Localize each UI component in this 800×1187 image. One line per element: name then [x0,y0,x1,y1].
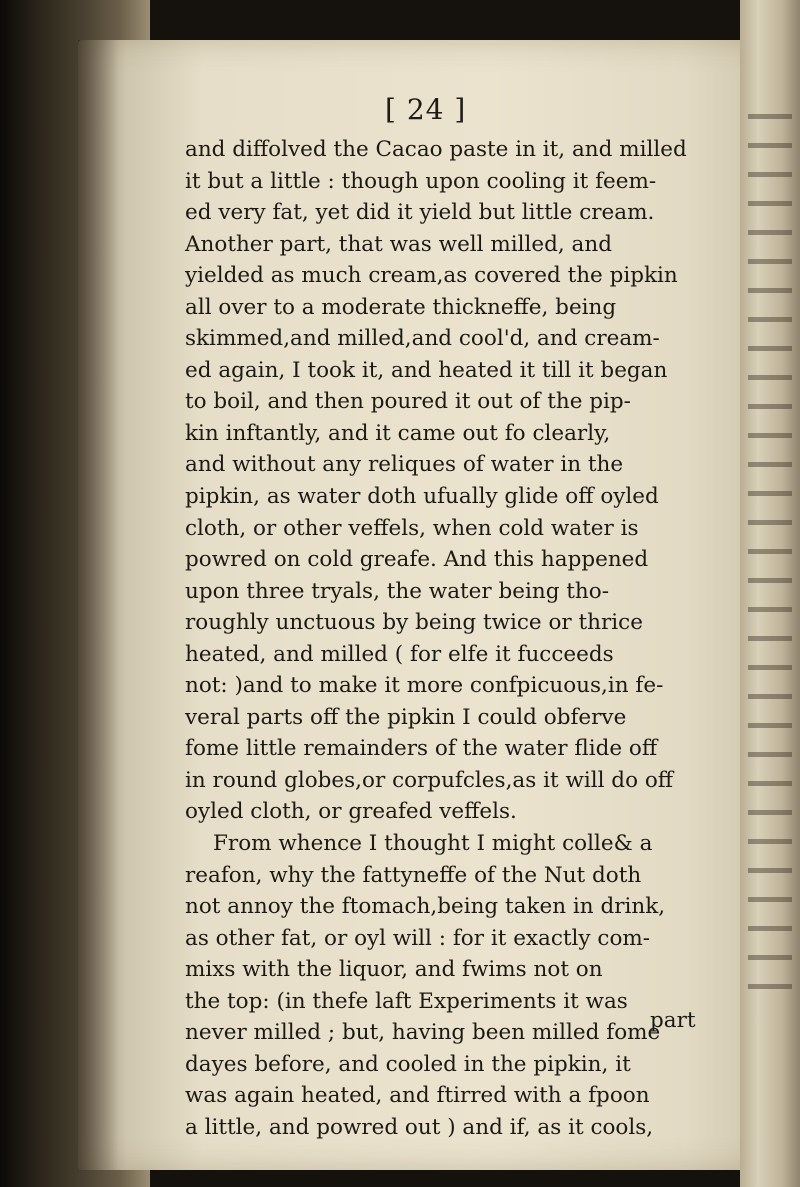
text-line: skimmed,and milled,and cool'd, and cream- [185,326,660,352]
text-line: heated, and milled ( for elfe it fucceeds [185,641,614,667]
text-line: it but a little : though upon cooling it feem- [185,168,657,194]
text-line: upon three tryals, the water being tho- [185,578,609,604]
text-line: veral parts off the pipkin I could obferve [185,704,627,730]
catchword: part [650,1008,696,1033]
text-line: all over to a moderate thickneffe, being [185,294,617,320]
text-line: and without any reliques of water in the [185,452,624,478]
text-line: roughly unctuous by being twice or thrice [185,610,643,636]
text-line: to boil, and then poured it out of the pip- [185,389,631,415]
text-line: was again heated, and ftirred with a fpoon [185,1083,650,1109]
text-line: yielded as much cream,as covered the pipkin [185,263,678,289]
text-line: never milled ; but, having been milled fome [185,1020,661,1046]
text-line: reafon, why the fattyneffe of the Nut doth [185,862,642,888]
text-line: not: )and to make it more confpicuous,in fe- [185,673,664,699]
text-line: From whence I thought I might colle& a [213,831,653,857]
facing-page-edge [740,0,800,1187]
body-text [185,134,730,1144]
text-line: not annoy the ftomach,being taken in drink, [185,894,666,920]
page-gutter-shadow [78,40,118,1170]
text-line: dayes before, and cooled in the pipkin, it [185,1051,631,1077]
text-line: a little, and powred out ) and if, as it cools, [185,1114,654,1140]
text-line: the top: (in thefe laft Experiments it was [185,988,628,1014]
text-line: pipkin, as water doth ufually glide off oyled [185,484,659,510]
text-line: and diffolved the Cacao paste in it, and milled [185,137,687,162]
text-line: in round globes,or corpufcles,as it will do off [185,767,674,793]
text-line: oyled cloth, or greafed veffels. [185,799,517,825]
text-line: kin inftantly, and it came out fo clearly, [185,420,611,446]
text-line: Another part, that was well milled, and [185,231,612,257]
text-line: mixs with the liquor, and fwims not on [185,957,603,983]
text-line: powred on cold greafe. And this happened [185,547,649,573]
facing-page-text-lines [748,90,792,990]
text-line: cloth, or other veffels, when cold water is [185,515,639,541]
text-line: ed very fat, yet did it yield but little cream. [185,200,655,226]
text-line: as other fat, or oyl will : for it exactly com- [185,925,651,951]
text-line: ed again, I took it, and heated it till it began [185,357,668,383]
page-number: [ 24 ] [385,93,467,126]
text-line: fome little remainders of the water flide off [185,736,658,762]
